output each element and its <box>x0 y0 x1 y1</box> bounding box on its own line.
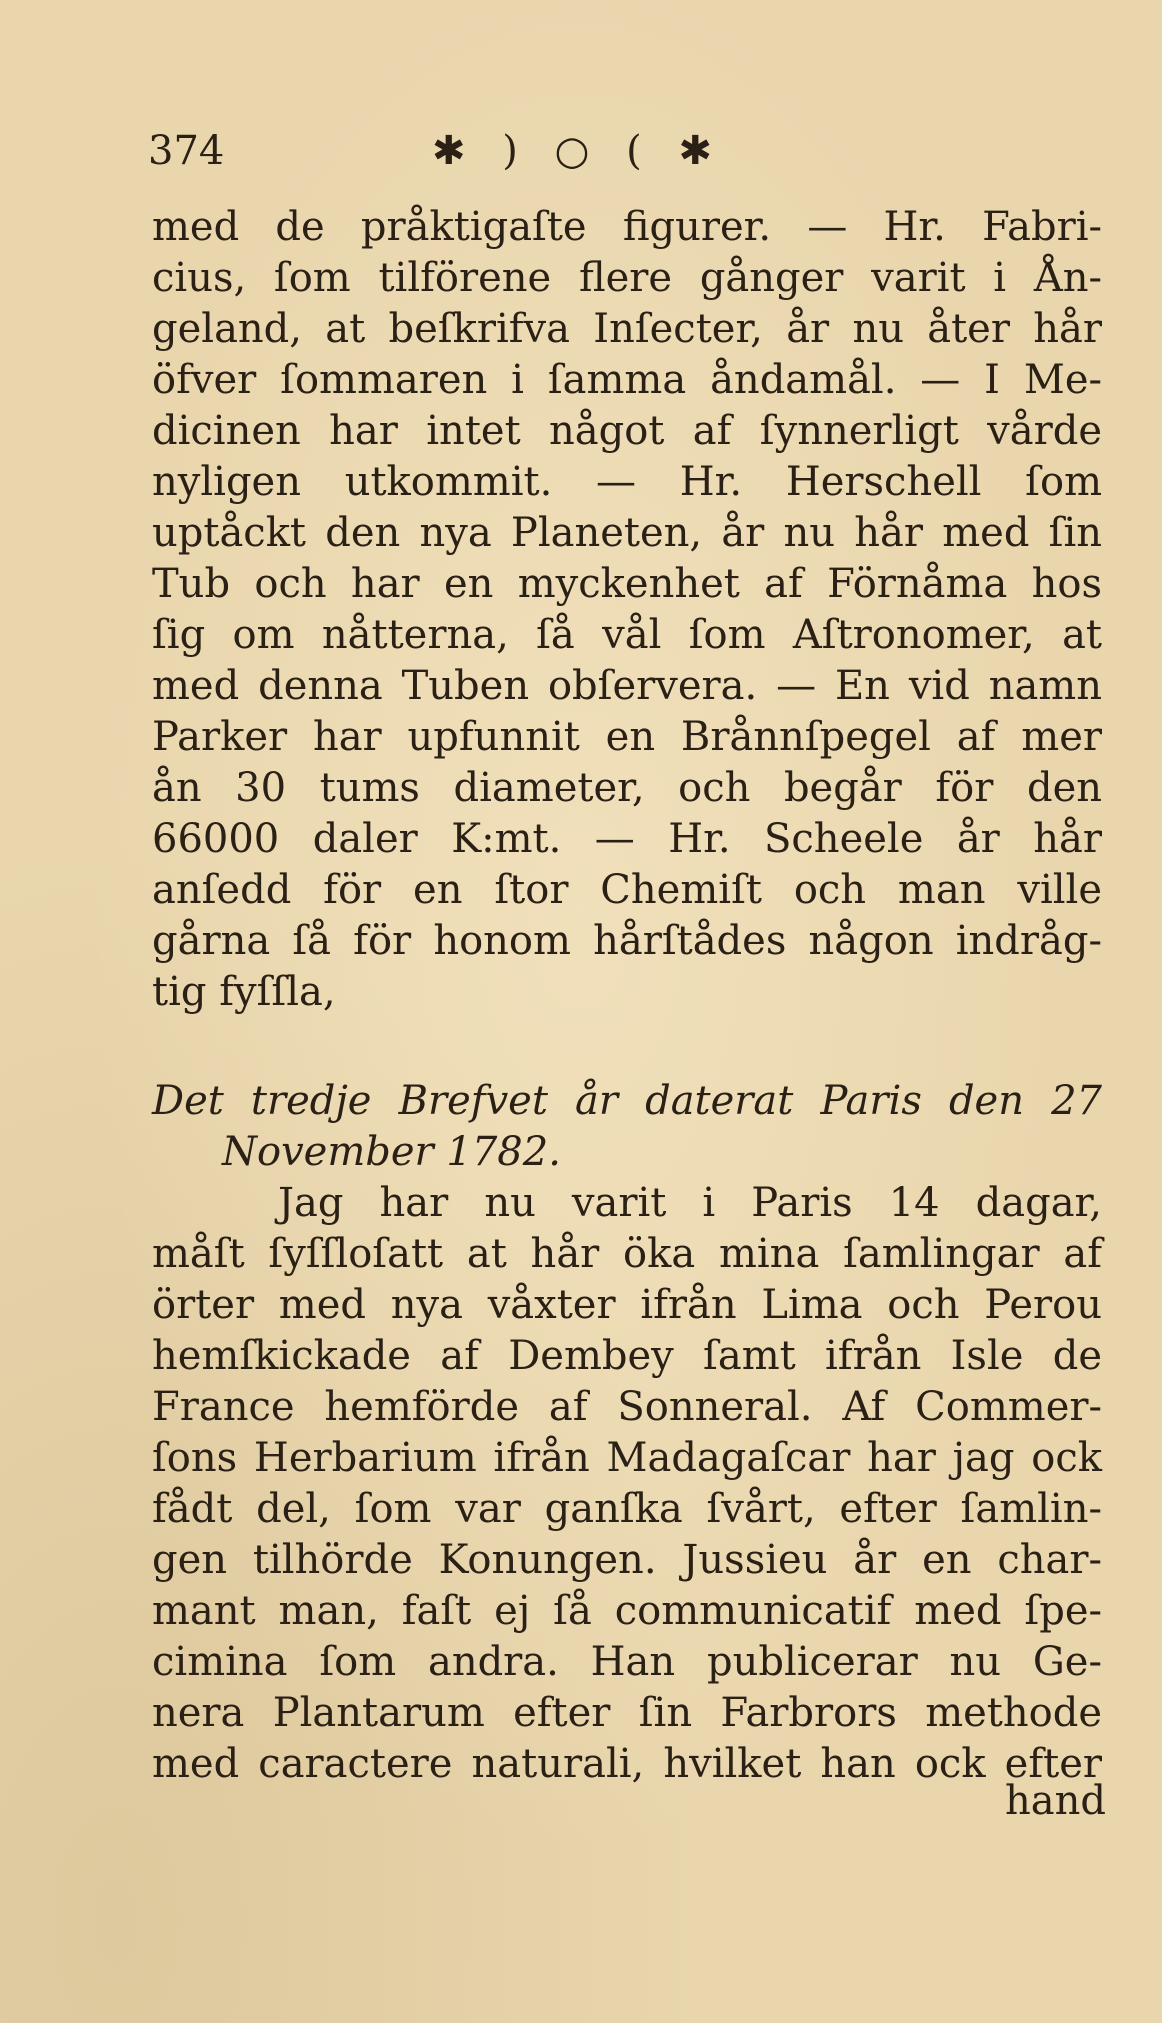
text-line: 66000 daler K:mt. — Hr. Scheele år hår <box>152 816 1102 862</box>
text-line: nyligen utkommit. — Hr. Herschell ſom <box>152 459 1102 505</box>
text-line: France hemförde af Sonneral. Af Commer- <box>152 1384 1102 1430</box>
text-line: mant man, faſt ej ſå communicatif med ſpe- <box>152 1588 1102 1634</box>
catchword: hand <box>1005 1778 1106 1824</box>
body-text <box>152 202 1102 1790</box>
text-line: nera Plantarum efter ſin Farbrors methode <box>152 1690 1102 1736</box>
text-line: hemſkickade af Dembey ſamt ifrån Isle de <box>152 1333 1102 1379</box>
text-line: örter med nya våxter ifrån Lima och Perou <box>152 1282 1102 1328</box>
text-line: med de pråktigaſte figurer. — Hr. Fabri- <box>152 204 1102 250</box>
text-line: geland, at beſkrifva Inſecter, år nu åter hår <box>152 306 1102 352</box>
paragraph-2 <box>152 1178 1102 1790</box>
text-line: gen tilhörde Konungen. Jussieu år en char- <box>152 1537 1102 1583</box>
text-line: Jag har nu varit i Paris 14 dagar, <box>278 1180 1102 1226</box>
text-line: cimina ſom andra. Han publicerar nu Ge- <box>152 1639 1102 1685</box>
section-gap <box>152 1018 1102 1076</box>
heading-line: Det tredje Brefvet år daterat Paris den 27 <box>152 1078 1102 1124</box>
page-number: 374 <box>148 128 225 174</box>
text-line: ſig om nåtterna, ſå vål ſom Aſtronomer, at <box>152 612 1102 658</box>
text-line: tig fyſſla, <box>152 969 336 1015</box>
paragraph-1 <box>152 202 1102 1018</box>
running-head <box>148 128 1088 188</box>
text-line: gårna ſå för honom hårſtådes någon indråg- <box>152 918 1102 964</box>
text-line: dicinen har intet något af ſynnerligt vårde <box>152 408 1102 454</box>
letter-heading <box>152 1076 1102 1178</box>
text-line: cius, ſom tilförene flere gånger varit i Ån- <box>152 255 1102 301</box>
text-line: anſedd för en ſtor Chemiſt och man ville <box>152 867 1102 913</box>
text-line: Parker har upfunnit en Brånnſpegel af mer <box>152 714 1102 760</box>
text-line: måſt ſyſſloſatt at hår öka mina ſamlingar af <box>152 1231 1102 1277</box>
text-line: med denna Tuben obſervera. — En vid namn <box>152 663 1102 709</box>
header-ornament: ✱ ) ○ ( ✱ <box>432 128 725 174</box>
text-line: Tub och har en myckenhet af Förnåma hos <box>152 561 1102 607</box>
text-line: ſons Herbarium ifrån Madagaſcar har jag ock <box>152 1435 1102 1481</box>
text-line: öfver ſommaren i ſamma åndamål. — I Me- <box>152 357 1102 403</box>
heading-line: November 1782. <box>222 1129 561 1175</box>
text-line: ån 30 tums diameter, och begår för den <box>152 765 1102 811</box>
text-line: uptåckt den nya Planeten, år nu hår med ſin <box>152 510 1102 556</box>
text-line: med caractere naturali, hvilket han ock efter <box>152 1741 1102 1787</box>
text-line: fådt del, ſom var ganſka ſvårt, efter ſamlin- <box>152 1486 1102 1532</box>
